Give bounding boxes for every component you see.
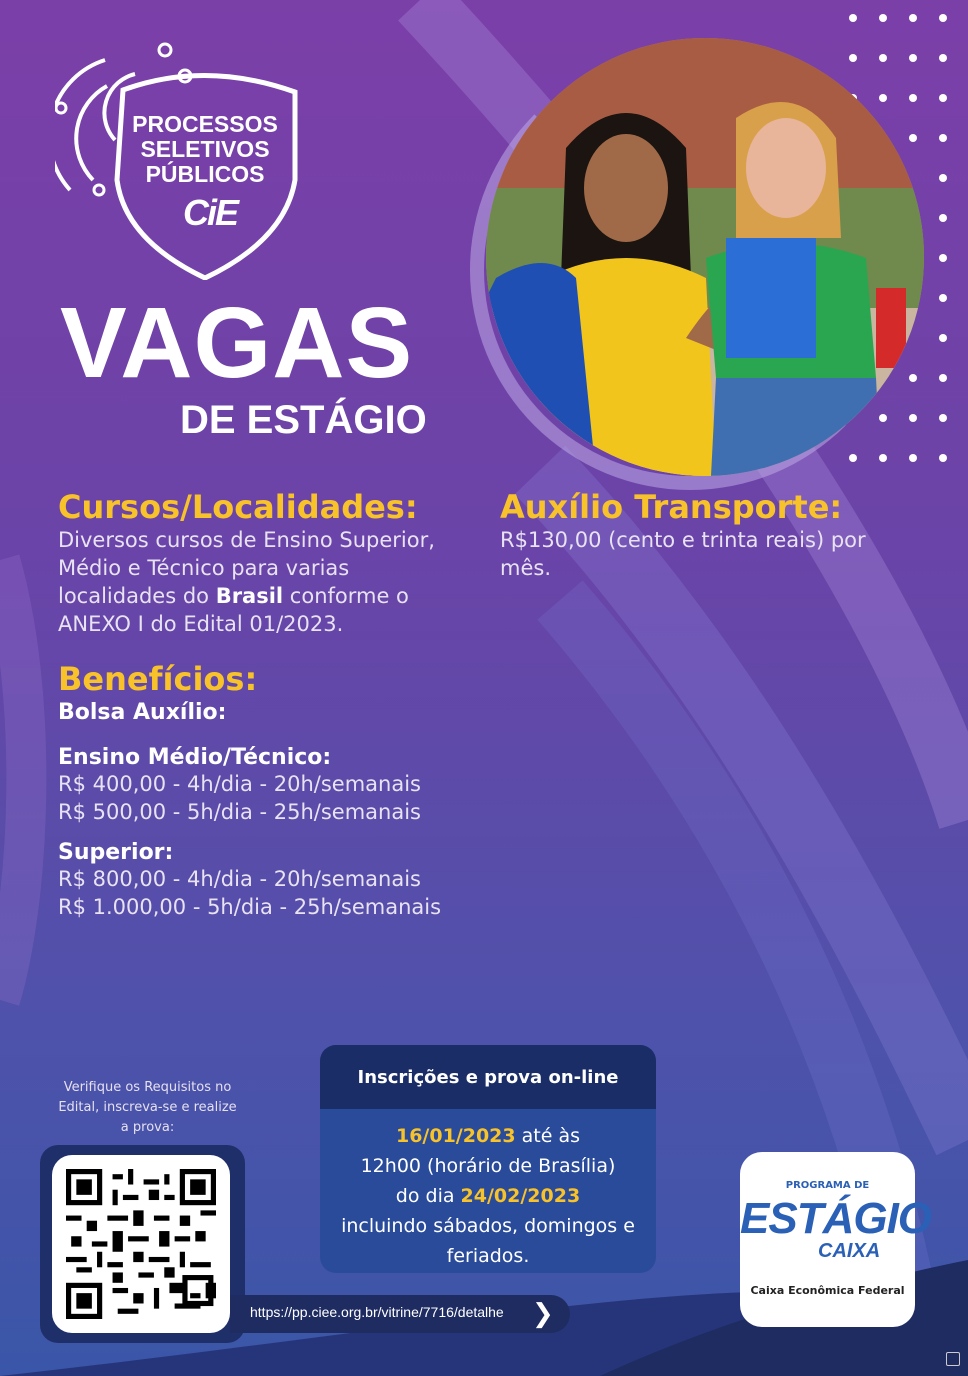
cursos-line-3-pre: localidades do: [58, 584, 216, 608]
inscricoes-do-dia: do dia: [395, 1185, 461, 1207]
caixa-footer: Caixa Econômica Federal: [750, 1284, 905, 1297]
qr-instructions: Verifique os Requisitos no Edital, inscreva-se e realize a prova:: [58, 1080, 237, 1135]
inscricoes-ate: até às: [515, 1125, 581, 1147]
beneficios-heading: Benefícios:: [58, 660, 258, 698]
auxilio-line-1: R$130,00 (cento e trinta reais) por: [500, 528, 866, 552]
inscricoes-line-3: [320, 1181, 656, 1211]
superior-label: Superior:: [58, 840, 174, 865]
auxilio-section: [500, 488, 920, 582]
qr-code[interactable]: [52, 1155, 230, 1333]
inscricoes-body: [320, 1109, 656, 1271]
bolsa-label: Bolsa Auxílio:: [58, 700, 227, 725]
inscricoes-line-2: 12h00 (horário de Brasília): [360, 1155, 616, 1177]
url-link[interactable]: https://pp.ciee.org.br/vitrine/7716/detalhe: [250, 1304, 504, 1320]
inscricoes-box: [320, 1045, 656, 1273]
superior-line-1: R$ 800,00 - 4h/dia - 20h/semanais: [58, 867, 421, 891]
inscricoes-header: Inscrições e prova on-line: [320, 1045, 656, 1109]
caixa-program-label: PROGRAMA DE: [785, 1180, 870, 1191]
logo-line-1: PROCESSOS: [132, 111, 278, 137]
auxilio-line-2: mês.: [500, 556, 551, 580]
date-start: 16/01/2023: [395, 1125, 516, 1147]
cursos-line-3-post: conforme o: [283, 584, 409, 608]
medio-line-2: R$ 500,00 - 5h/dia - 25h/semanais: [58, 800, 421, 824]
logo-line-2: SELETIVOS: [140, 136, 270, 162]
students-photo: [486, 38, 924, 476]
logo-brand: CiE: [182, 192, 237, 233]
beneficios-section: [58, 660, 508, 921]
medio-line-1: R$ 400,00 - 4h/dia - 20h/semanais: [58, 772, 421, 796]
medio-label: Ensino Médio/Técnico:: [58, 745, 332, 770]
caixa-estagio: ESTÁGIO: [740, 1194, 932, 1243]
cursos-line-1: Diversos cursos de Ensino Superior,: [58, 528, 435, 552]
logo-line-3: PÚBLICOS: [145, 161, 265, 187]
arrow-right-icon[interactable]: ❯: [532, 1299, 554, 1329]
cursos-heading: Cursos/Localidades:: [58, 488, 418, 526]
inscricoes-line-5: feriados.: [446, 1245, 530, 1267]
auxilio-text: [500, 526, 920, 582]
cursos-line-4: ANEXO I do Edital 01/2023.: [58, 612, 344, 636]
qr-code-icon: [52, 1155, 230, 1333]
caixa-brand: CAIXA: [818, 1240, 881, 1262]
superior-line-2: R$ 1.000,00 - 5h/dia - 25h/semanais: [58, 895, 442, 919]
inscricoes-line-1: [320, 1121, 656, 1151]
cursos-line-2: Médio e Técnico para varias: [58, 556, 350, 580]
page-subtitle: DE ESTÁGIO: [180, 398, 427, 442]
logo-text: [120, 112, 290, 187]
cursos-text: [58, 526, 478, 638]
date-end: 24/02/2023: [460, 1185, 581, 1207]
caixa-logo-card: [740, 1152, 932, 1327]
cursos-brasil: Brasil: [215, 584, 284, 608]
inscricoes-line-4: incluindo sábados, domingos e: [341, 1215, 635, 1237]
cursos-section: [58, 488, 478, 638]
auxilio-heading: Auxílio Transporte:: [500, 488, 843, 526]
corner-icon: [946, 1352, 960, 1366]
page-title: VAGAS: [60, 287, 414, 399]
cursos-line-3: [58, 582, 478, 610]
